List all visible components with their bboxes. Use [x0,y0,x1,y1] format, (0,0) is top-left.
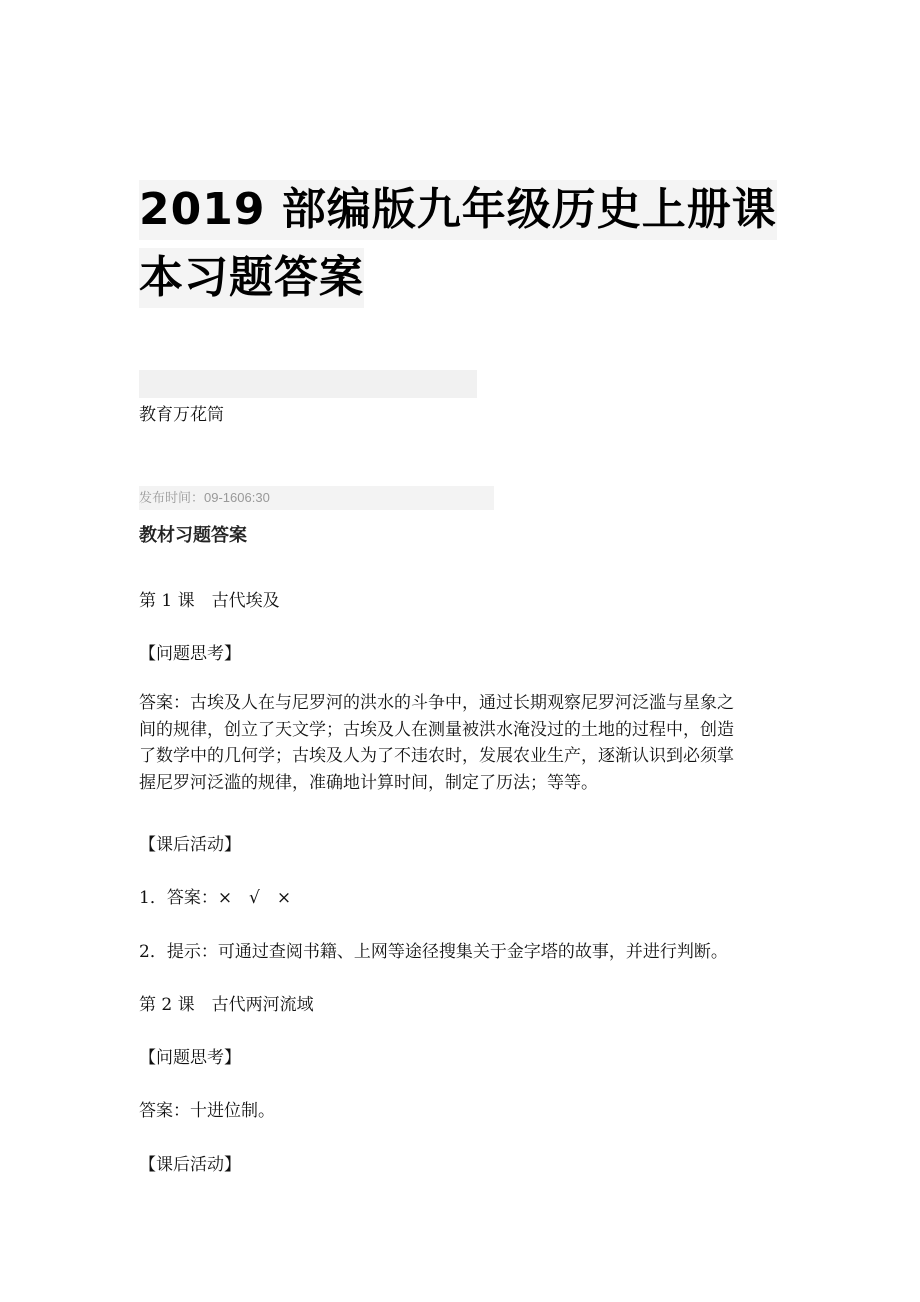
header-placeholder-bar [139,370,477,398]
lesson-1-heading: 第 1 课 古代埃及 [139,591,280,611]
lesson-1-activity-heading: 【课后活动】 [139,835,241,855]
lesson-1-question-heading: 【问题思考】 [139,644,241,664]
answer-line: 握尼罗河泛滥的规律，准确地计算时间，制定了历法；等等。 [139,772,598,793]
lesson-1-answer-paragraph [139,690,784,796]
section-title: 教材习题答案 [139,525,247,546]
document-title-line-1: 2019 部编版九年级历史上册课 [139,180,777,240]
lesson-1-activity-item-1: 1．答案：× √ × [139,888,292,908]
lesson-2-heading: 第 2 课 古代两河流域 [139,995,314,1015]
answer-line: 间的规律，创立了天文学；古埃及人在测量被洪水淹没过的土地的过程中，创造 [139,719,734,740]
publish-label: 发布时间： [139,490,205,505]
document-title-line-2: 本习题答案 [139,248,364,308]
lesson-2-answer: 答案：十进位制。 [139,1101,275,1121]
lesson-2-question-heading: 【问题思考】 [139,1048,241,1068]
lesson-1-activity-item-2: 2．提示：可通过查阅书籍、上网等途径搜集关于金字塔的故事，并进行判断。 [139,942,728,962]
publish-meta [139,486,494,510]
answer-line: 答案：古埃及人在与尼罗河的洪水的斗争中，通过长期观察尼罗河泛滥与星象之 [139,693,734,713]
publish-time: 09-1606:30 [204,490,270,505]
answer-line: 了数学中的几何学；古埃及人为了不违农时，发展农业生产，逐渐认识到必须掌 [139,746,734,766]
author-name: 教育万花筒 [139,405,224,425]
lesson-2-activity-heading: 【课后活动】 [139,1155,241,1175]
